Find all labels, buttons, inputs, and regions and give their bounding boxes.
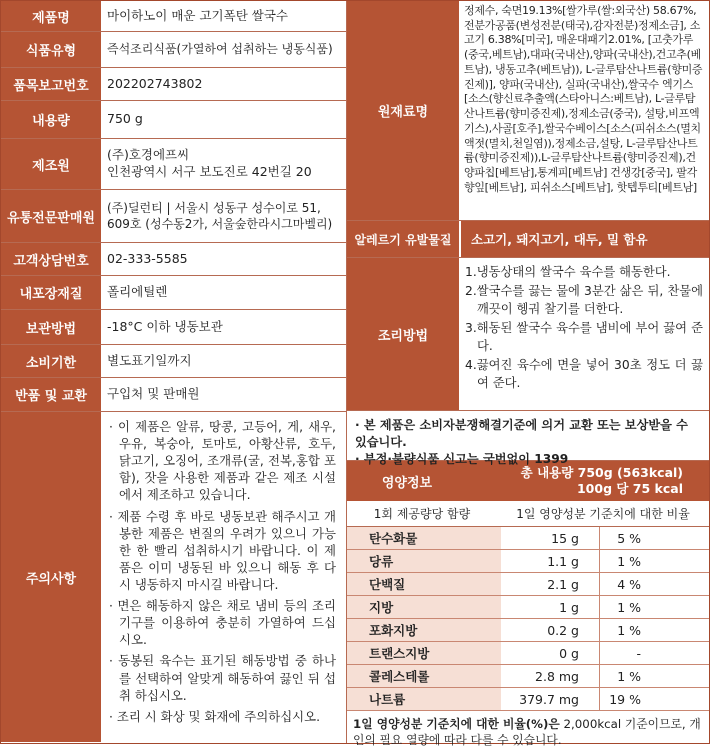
row-product-name bbox=[1, 1, 346, 32]
right-column bbox=[347, 1, 709, 754]
distributor-line2: 609호 (성수동2가, 서울숲한라시그마벨리) bbox=[107, 217, 333, 231]
label-expiry: 소비기한 bbox=[1, 345, 101, 377]
value-report-no: 202202743802 bbox=[107, 75, 203, 91]
manufacturer-address: 인천광역시 서구 보도진로 42번길 20 bbox=[107, 164, 312, 179]
value-customer-service: 02-333-5585 bbox=[107, 250, 188, 266]
nutrient-name: 당류 bbox=[347, 550, 501, 573]
nutrition-header bbox=[347, 461, 709, 501]
nutrition-sub-right: 1일 영양성분 기준치에 대한 비율 bbox=[516, 507, 690, 521]
nutrient-percent: 1 % bbox=[600, 619, 710, 642]
notice-line2: · 부정·불량식품 신고는 국번없이 1399 bbox=[355, 451, 569, 466]
row-packaging bbox=[1, 276, 346, 310]
nutrition-row bbox=[347, 642, 709, 665]
row-food-type bbox=[1, 32, 346, 68]
nutrient-name: 나트륨 bbox=[347, 688, 501, 711]
nutrient-name: 지방 bbox=[347, 596, 501, 619]
row-returns bbox=[1, 378, 346, 412]
method-step: 3.해동된 쌀국수 육수를 냄비에 부어 끓여 준다. bbox=[465, 321, 703, 353]
nutrient-name: 단백질 bbox=[347, 573, 501, 596]
nutrition-row bbox=[347, 596, 709, 619]
nutrition-footnote bbox=[347, 711, 709, 754]
caution-item: · 조리 시 화상 및 화재에 주의하십시오. bbox=[109, 708, 321, 724]
nutrient-amount: 0.2 g bbox=[501, 619, 600, 642]
method-step: 2.쌀국수를 끓는 물에 3분간 삶은 뒤, 찬물에 깨끗이 헹궈 찰기를 더한다. bbox=[465, 284, 703, 316]
label-returns: 반품 및 교환 bbox=[1, 378, 101, 411]
nutrient-name: 탄수화물 bbox=[347, 527, 501, 550]
value-product-name: 마이하노이 매운 고기폭탄 쌀국수 bbox=[107, 7, 288, 23]
nutrition-row bbox=[347, 688, 709, 711]
label-manufacturer: 제조원 bbox=[1, 139, 101, 189]
nutrient-amount: 15 g bbox=[501, 527, 600, 550]
label-method: 조리방법 bbox=[347, 258, 459, 410]
label-product-name: 제품명 bbox=[1, 1, 101, 31]
row-raw-materials bbox=[347, 1, 709, 221]
caution-item: · 면은 해동하지 않은 채로 냄비 등의 조리기구를 이용하여 충분히 가열하여 드십시오. bbox=[109, 598, 336, 648]
value-storage: -18°C 이하 냉동보관 bbox=[107, 318, 223, 334]
nutrient-amount: 2.8 mg bbox=[501, 665, 600, 688]
nutrient-percent: 1 % bbox=[600, 665, 710, 688]
nutrition-row bbox=[347, 527, 709, 550]
label-storage: 보관방법 bbox=[1, 310, 101, 344]
row-distributor bbox=[1, 190, 346, 243]
nutrient-amount: 1 g bbox=[501, 596, 600, 619]
nutrition-total-line2: 100g 당 75 kcal bbox=[576, 480, 683, 496]
distributor-line1: (주)딜런티 | 서울시 성동구 성수이로 51, bbox=[107, 200, 321, 215]
nutrient-percent: 1 % bbox=[600, 550, 710, 573]
value-allergy: 소고기, 돼지고기, 대두, 밀 함유 bbox=[461, 221, 709, 257]
label-customer-service: 고객상담번호 bbox=[1, 243, 101, 275]
nutrient-amount: 2.1 g bbox=[501, 573, 600, 596]
value-manufacturer bbox=[101, 139, 318, 189]
value-content: 750 g bbox=[107, 111, 143, 127]
nutrient-name: 포화지방 bbox=[347, 619, 501, 642]
nutrition-total bbox=[467, 461, 709, 501]
value-packaging: 폴리에틸렌 bbox=[107, 284, 168, 300]
nutrition-total-line1: 총 내용량 750g (563kcal) bbox=[520, 465, 683, 480]
footnote-bold: 1일 영양성분 기준치에 대한 비율(%)은 bbox=[353, 717, 560, 731]
row-method bbox=[347, 258, 709, 411]
nutrient-name: 콜레스테롤 bbox=[347, 665, 501, 688]
caution-list bbox=[109, 418, 336, 729]
footnote-rest: 2,000kcal 기준이므로, 개인의 필요 열량에 따라 다를 수 있습니다. bbox=[353, 717, 701, 748]
nutrient-amount: 1.1 g bbox=[501, 550, 600, 573]
label-food-type: 식품유형 bbox=[1, 32, 101, 67]
value-method bbox=[459, 258, 709, 410]
nutrition-sub-left: 1회 제공량당 함량 bbox=[373, 507, 471, 521]
nutrition-row bbox=[347, 619, 709, 642]
method-steps bbox=[465, 264, 703, 392]
nutrient-name: 트랜스지방 bbox=[347, 642, 501, 665]
value-distributor bbox=[101, 190, 338, 242]
label-packaging: 내포장재질 bbox=[1, 276, 101, 309]
row-allergy bbox=[347, 221, 709, 258]
caution-item: · 제품 수령 후 바로 냉동보관 해주시고 개봉한 제품은 변질의 우려가 있으니 가능한 한 빨리 섭취하시기 바랍니다. 이 제품은 이미 냉동된 바 있으니 해동 후 다시 냉동하지 마시길 바랍니다. bbox=[109, 508, 336, 592]
value-expiry: 별도표기일까지 bbox=[107, 352, 192, 368]
row-caution bbox=[1, 412, 346, 742]
nutrition-title: 영양정보 bbox=[381, 475, 433, 491]
label-allergy: 알레르기 유발물질 bbox=[347, 221, 461, 257]
value-returns: 구입처 및 판매원 bbox=[107, 386, 200, 402]
nutrition-row bbox=[347, 550, 709, 573]
notice-line1: · 본 제품은 소비자분쟁해결기준에 의거 교환 또는 보상받을 수 있습니다. bbox=[355, 418, 688, 449]
nutrient-percent: 5 % bbox=[600, 527, 710, 550]
nutrition-subheader bbox=[347, 501, 709, 527]
manufacturer-name: (주)호경에프씨 bbox=[107, 147, 190, 163]
row-manufacturer bbox=[1, 139, 346, 190]
nutrition-panel bbox=[347, 461, 709, 754]
row-report-no bbox=[1, 68, 346, 101]
nutrition-table bbox=[347, 527, 709, 711]
nutrient-percent: 4 % bbox=[600, 573, 710, 596]
left-column bbox=[1, 1, 346, 742]
label-report-no: 품목보고번호 bbox=[1, 68, 101, 100]
caution-item: · 동봉된 육수는 표기된 해동방법 중 하나를 선택하여 알맞게 해동하여 끓인 뒤 섭취 하십시오. bbox=[109, 653, 336, 703]
row-expiry bbox=[1, 345, 346, 378]
nutrient-percent: 1 % bbox=[600, 596, 710, 619]
method-step: 1.냉동상태의 쌀국수 육수를 해동한다. bbox=[465, 265, 671, 279]
row-customer-service bbox=[1, 243, 346, 276]
label-content: 내용량 bbox=[1, 101, 101, 138]
value-caution bbox=[101, 412, 346, 742]
caution-item: · 이 제품은 알류, 땅콩, 고등어, 게, 새우, 우유, 복숭아, 토마토, 아황산류, 호두, 닭고기, 오징어, 조개류(굴, 전복,홍합 포함), 잣을 사용한 제품과 같은 제조 시설에서 제조하고 있습니다. bbox=[109, 419, 336, 503]
row-storage bbox=[1, 310, 346, 345]
label-raw-materials: 원재료명 bbox=[347, 1, 459, 220]
value-raw-materials: 정제수, 숙면19.13%[쌀가루(쌀:외국산) 58.67%, 전분가공품(변성전분(태국),감자전분)정제소금], 소고기 6.38%[미국], 매운대패기2.01%, [고춧가루(중국,베트남),대파(국내산),양파(국내산),건고추(베트남), 냉동고추(베트남)), L-글루탐산나트륨(향미증진제)], 양파(국내산), 실파(국내산),쌀국수 엑기스[소스(향신료추출액(스타아니스:베트남), L-글루탐산나트륨(향미증진제),정제소금(중국), 설탕,비프엑기스),사골[호주],쌀국수베이스[소스(피쉬소스(멸치액젓(멸치,천일염)),정제소금,설탕, L-글루탐산나트륨(향미증진제)),L-글루탐산나트륨(향미증진제),건양파칩[베트남],통계피[베트남] 건생강[중국], 팔각향잎[베트남], 피쉬소스[베트남], 핫텝투티[베트남] bbox=[464, 4, 703, 194]
row-content bbox=[1, 101, 346, 139]
nutrient-amount: 379.7 mg bbox=[501, 688, 600, 711]
nutrient-amount: 0 g bbox=[501, 642, 600, 665]
nutrition-row bbox=[347, 573, 709, 596]
label-distributor: 유통전문판매원 bbox=[1, 190, 101, 242]
nutrient-percent: 19 % bbox=[600, 688, 710, 711]
nutrient-percent: - bbox=[600, 642, 710, 665]
nutrition-row bbox=[347, 665, 709, 688]
label-caution: 주의사항 bbox=[1, 412, 101, 742]
notice bbox=[347, 411, 709, 466]
value-food-type: 즉석조리식품(가열하여 섭취하는 냉동식품) bbox=[107, 42, 333, 57]
method-step: 4.끓여진 육수에 면을 넣어 30초 정도 더 끓여 준다. bbox=[465, 358, 703, 390]
